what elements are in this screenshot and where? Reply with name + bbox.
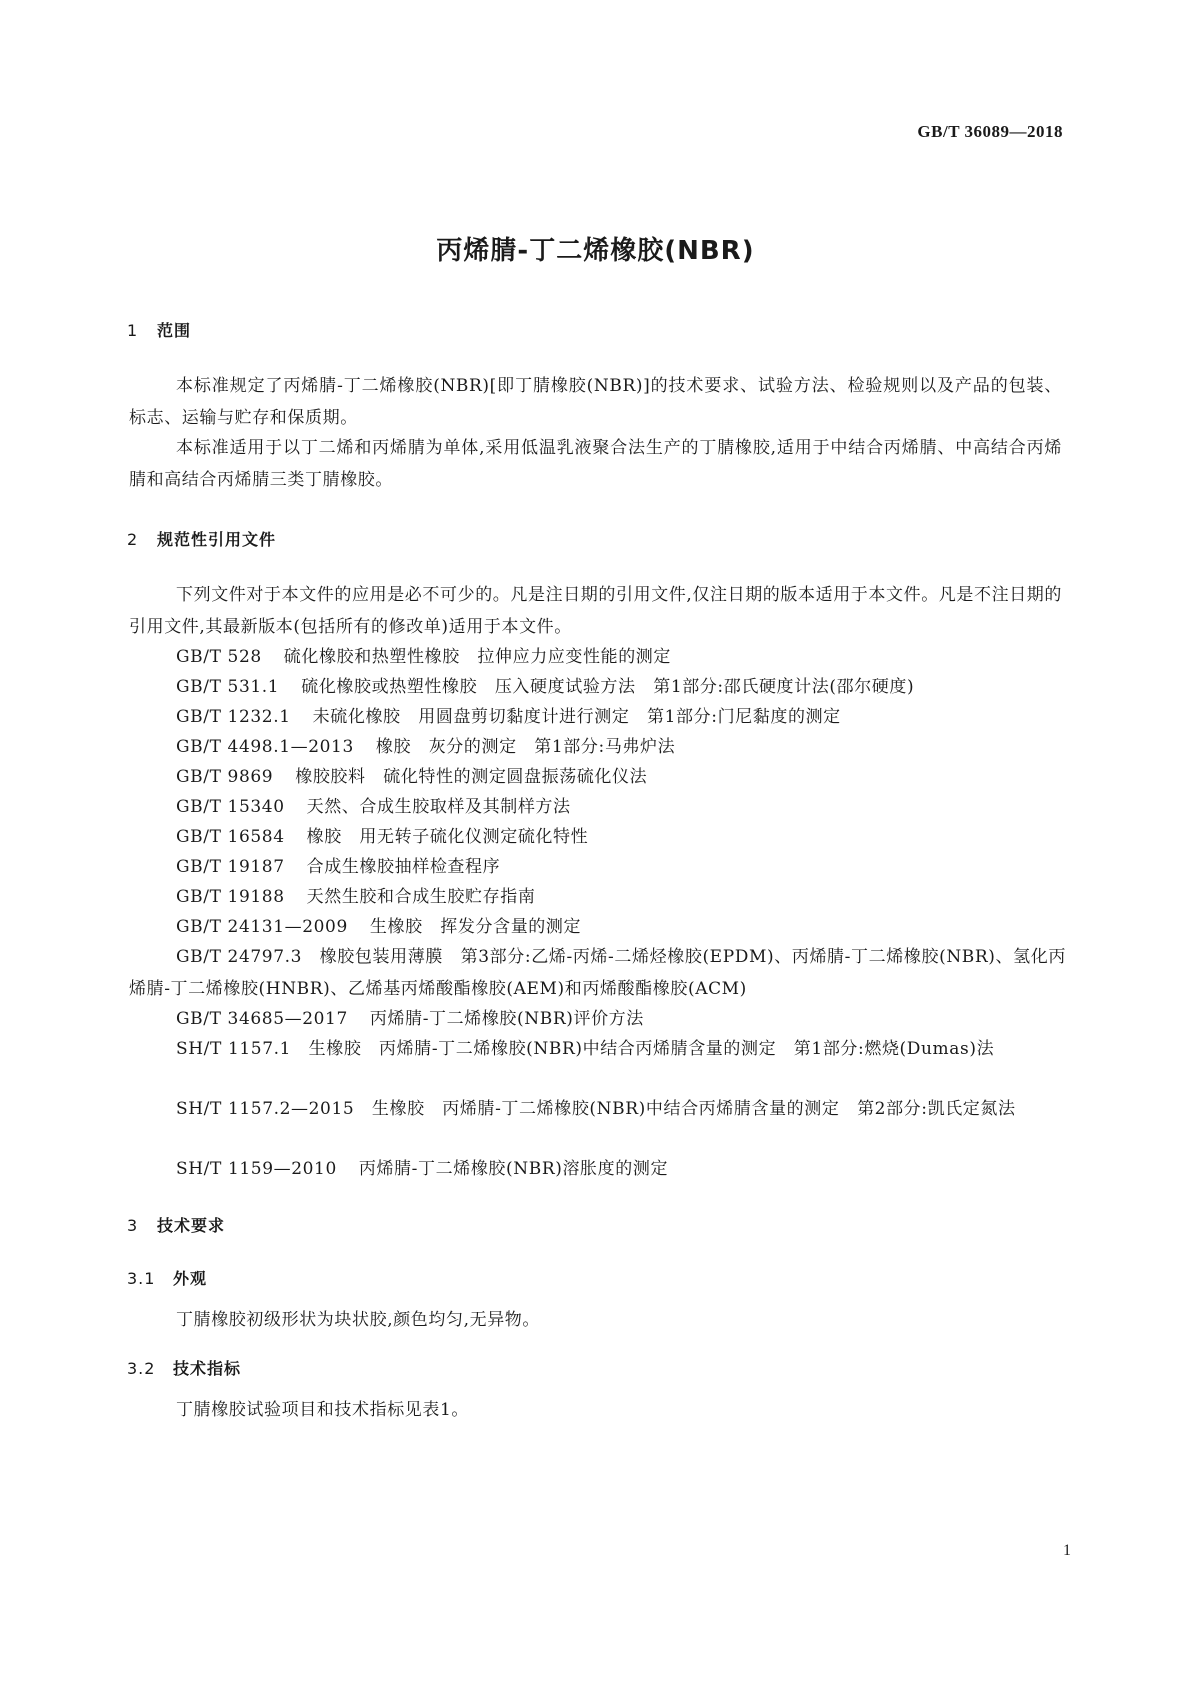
reference-title: 生橡胶 挥发分含量的测定 [369, 917, 582, 937]
reference-item: SH/T 1157.1 生橡胶 丙烯腈-丁二烯橡胶(NBR)中结合丙烯腈含量的测定 第1部分:燃烧(Dumas)法 [176, 1039, 995, 1059]
reference-title: 硫化橡胶或热塑性橡胶 压入硬度试验方法 第1部分:邵氏硬度计法(邵尔硬度) [301, 677, 915, 697]
reference-title: 橡胶胶料 硫化特性的测定圆盘振荡硫化仪法 [295, 767, 648, 787]
reference-code: GB/T 34685—2017 [176, 1009, 348, 1029]
reference-title: 硫化橡胶和热塑性橡胶 拉伸应力应变性能的测定 [283, 647, 671, 667]
paragraph: 丁腈橡胶初级形状为块状胶,颜色均匀,无异物。 [176, 1310, 541, 1330]
reference-title: 橡胶 灰分的测定 第1部分:马弗炉法 [375, 737, 676, 757]
reference-title: 橡胶 用无转子硫化仪测定硫化特性 [306, 827, 589, 847]
reference-item [176, 911, 1066, 943]
section-title: 规范性引用文件 [157, 530, 277, 549]
reference-title: 未硫化橡胶 用圆盘剪切黏度计进行测定 第1部分:门尼黏度的测定 [312, 707, 841, 727]
reference-title: 丙烯腈-丁二烯橡胶(NBR)溶胀度的测定 [358, 1159, 669, 1179]
document-title: 丙烯腈-丁二烯橡胶(NBR) [436, 236, 755, 266]
paragraph: 本标准适用于以丁二烯和丙烯腈为单体,采用低温乳液聚合法生产的丁腈橡胶,适用于中结合丙烯腈、中高结合丙烯腈和高结合丙烯腈三类丁腈橡胶。 [129, 438, 1062, 490]
section-number: 3 [127, 1216, 139, 1235]
reference-code: GB/T 531.1 [176, 677, 280, 697]
section-number: 1 [127, 321, 139, 340]
page-number: 1 [1063, 1542, 1071, 1559]
reference-item [176, 731, 1066, 763]
section-title: 技术要求 [157, 1216, 226, 1235]
section-title: 范围 [157, 321, 192, 340]
standard-code: GB/T 36089—2018 [917, 122, 1063, 141]
reference-title: 天然生胶和合成生胶贮存指南 [306, 887, 536, 907]
reference-code: GB/T 19188 [176, 887, 285, 907]
reference-title: 丙烯腈-丁二烯橡胶(NBR)评价方法 [369, 1009, 644, 1029]
paragraph: 下列文件对于本文件的应用是必不可少的。凡是注日期的引用文件,仅注日期的版本适用于本文件。凡是不注日期的引用文件,其最新版本(包括所有的修改单)适用于本文件。 [129, 585, 1063, 637]
subsection-3-2-heading [127, 1356, 241, 1379]
reference-item [176, 851, 1066, 883]
section-2-heading [127, 527, 276, 550]
section-number: 2 [127, 530, 139, 549]
reference-item [176, 761, 1066, 793]
reference-code: GB/T 19187 [176, 857, 285, 877]
reference-item [176, 881, 1066, 913]
section-3-heading [127, 1213, 225, 1236]
reference-code: GB/T 16584 [176, 827, 285, 847]
reference-code: GB/T 528 [176, 647, 262, 667]
reference-code: GB/T 1232.1 [176, 707, 291, 727]
reference-code: GB/T 4498.1—2013 [176, 737, 354, 757]
subsection-number: 3.2 [127, 1359, 156, 1378]
reference-item [176, 701, 1066, 733]
subsection-title: 外观 [173, 1269, 208, 1288]
reference-item [176, 1153, 1066, 1185]
reference-code: GB/T 15340 [176, 797, 285, 817]
subsection-number: 3.1 [127, 1269, 156, 1288]
paragraph: 本标准规定了丙烯腈-丁二烯橡胶(NBR)[即丁腈橡胶(NBR)]的技术要求、试验方法、检验规则以及产品的包装、标志、运输与贮存和保质期。 [129, 376, 1062, 428]
reference-code: SH/T 1159—2010 [176, 1159, 337, 1179]
subsection-3-1-heading [127, 1266, 207, 1289]
section-1-heading [127, 318, 191, 341]
reference-item [176, 1003, 1066, 1035]
reference-item [176, 671, 1066, 703]
reference-item [176, 641, 1066, 673]
subsection-title: 技术指标 [173, 1359, 242, 1378]
reference-title: 合成生橡胶抽样检查程序 [306, 857, 501, 877]
paragraph: 丁腈橡胶试验项目和技术指标见表1。 [176, 1400, 470, 1420]
reference-code: GB/T 9869 [176, 767, 274, 787]
reference-item [176, 791, 1066, 823]
reference-item: GB/T 24797.3 橡胶包装用薄膜 第3部分:乙烯-丙烯-二烯烃橡胶(EPDM)、丙烯腈-丁二烯橡胶(NBR)、氢化丙烯腈-丁二烯橡胶(HNBR)、乙烯基丙烯酸酯橡胶(AEM)和丙烯酸酯橡胶(ACM) [129, 947, 1066, 999]
reference-item: SH/T 1157.2—2015 生橡胶 丙烯腈-丁二烯橡胶(NBR)中结合丙烯腈含量的测定 第2部分:凯氏定氮法 [176, 1099, 1016, 1119]
reference-item [176, 821, 1066, 853]
reference-title: 天然、合成生胶取样及其制样方法 [306, 797, 571, 817]
reference-code: GB/T 24131—2009 [176, 917, 348, 937]
